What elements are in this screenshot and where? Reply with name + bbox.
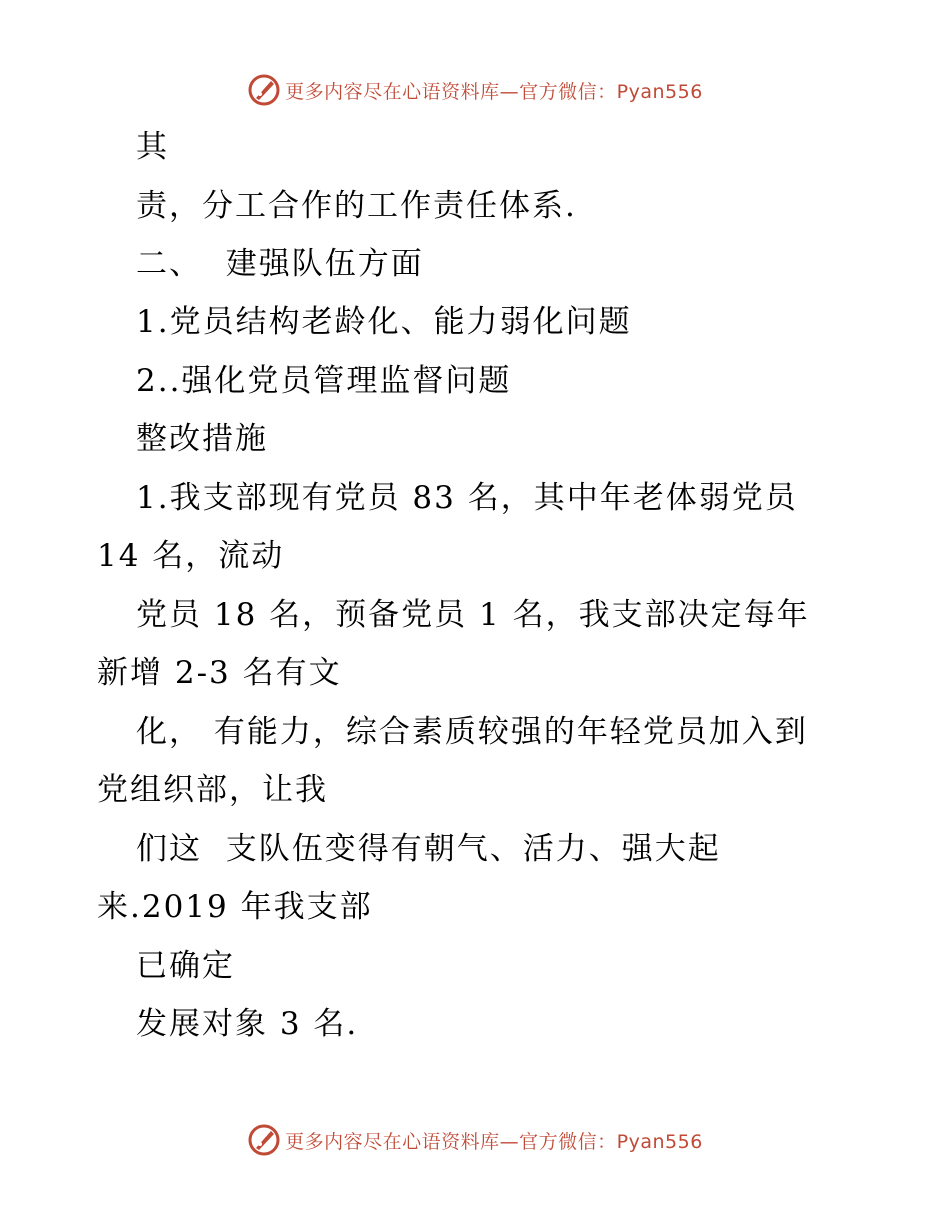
body-line-1: 其 — [136, 129, 169, 165]
body-line-6: 整改措施 — [136, 421, 268, 457]
header-watermark — [0, 70, 950, 110]
body-line-3: 二、 建强队伍方面 — [136, 246, 424, 282]
footer-watermark-text: 更多内容尽在心语资料库—官方微信：Pyan556 — [285, 1130, 703, 1153]
pen-nib-logo-icon — [247, 1123, 281, 1157]
body-line-16: 发展对象 3 名. — [136, 1006, 359, 1042]
body-line-5: 2..强化党员管理监督问题 — [136, 363, 512, 399]
body-line-15: 已确定 — [136, 948, 235, 984]
body-line-14: 来.2019 年我支部 — [97, 889, 373, 925]
body-line-7: 1.我支部现有党员 83 名，其中年老体弱党员 — [136, 480, 798, 516]
body-line-13: 们这 支队伍变得有朝气、活力、强大起 — [136, 831, 721, 867]
body-line-11: 化， 有能力，综合素质较强的年轻党员加入到 — [136, 714, 808, 750]
body-line-4: 1.党员结构老龄化、能力弱化问题 — [136, 304, 632, 340]
body-line-12: 党组织部，让我 — [97, 772, 328, 808]
body-line-9: 党员 18 名，预备党员 1 名，我支部决定每年 — [136, 597, 810, 633]
body-line-8: 14 名，流动 — [97, 538, 285, 574]
pen-nib-logo-icon — [247, 73, 281, 107]
body-line-2: 责，分工合作的工作责任体系. — [136, 188, 577, 224]
footer-watermark — [0, 1120, 950, 1160]
header-watermark-text: 更多内容尽在心语资料库—官方微信：Pyan556 — [285, 80, 703, 103]
body-line-10: 新增 2-3 名有文 — [97, 655, 342, 691]
